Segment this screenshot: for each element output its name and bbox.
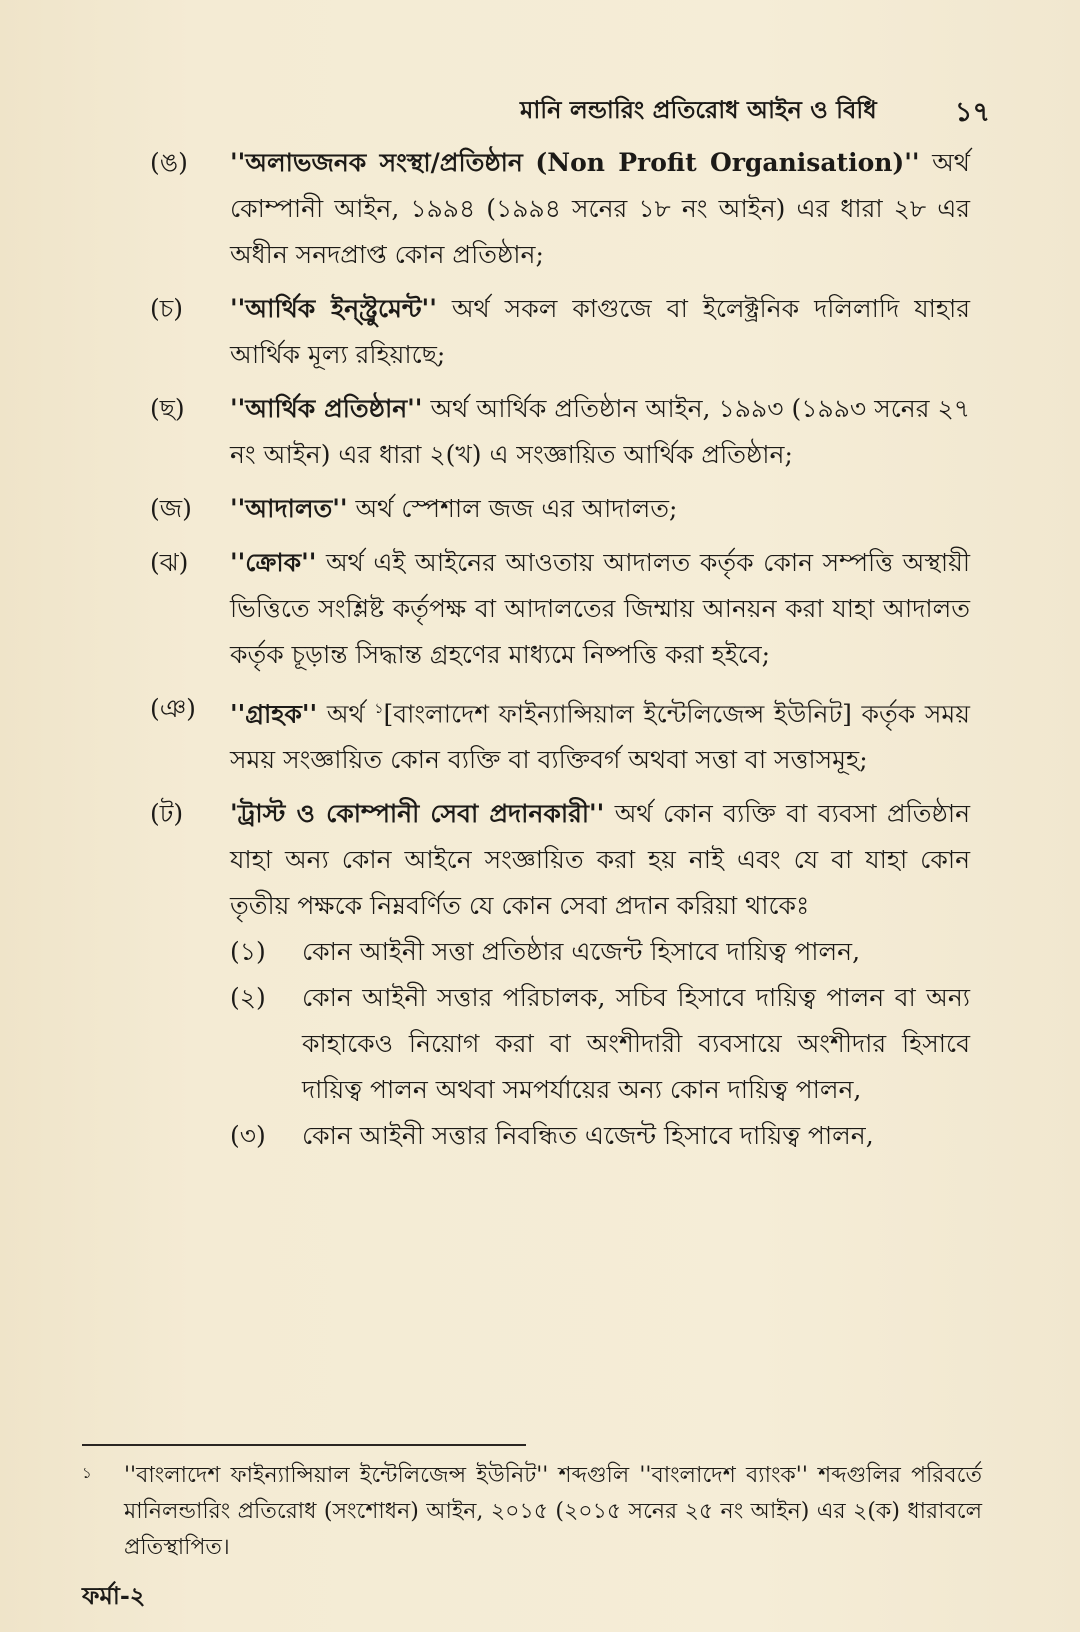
definition-body: অর্থ কোন ব্যক্তি বা ব্যবসা প্রতিষ্ঠান যাহা অন্য কোন আইনে সংজ্ঞায়িত করা হয় নাই এবং যে বা যাহা কোন তৃতীয় পক্ষকে নিম্নবর্ণিত যে কোন সেবা প্রদান করিয়া থাকেঃ [230, 799, 970, 921]
defined-term: ''আর্থিক ইন্স্ট্রুমেন্ট'' [230, 294, 437, 323]
definition-text [230, 140, 970, 278]
item-marker: (ঙ) [150, 148, 188, 177]
definition-body: [বাংলাদেশ ফাইন্যান্সিয়াল ইন্টেলিজেন্স ইউনিট] কর্তৃক সময় সময় সংজ্ঞায়িত কোন ব্যক্তি বা ব্যক্তিবর্গ অথবা সত্তা বা সত্তাসমূহ; [230, 699, 970, 775]
sub-item [230, 975, 970, 1113]
footnote-ref: ১ [374, 701, 384, 717]
definition-pre: অর্থ [317, 699, 375, 729]
definition-body: অর্থ এই আইনের আওতায় আদালত কর্তৃক কোন সম্পত্তি অস্থায়ী ভিত্তিতে সংশ্লিষ্ট কর্তৃপক্ষ বা আদালতের জিম্মায় আনয়ন করা যাহা আদালত কর্তৃক চূড়ান্ত সিদ্ধান্ত গ্রহণের মাধ্যমে নিষ্পত্তি করা হইবে; [230, 548, 970, 669]
defined-term-latin: (Non Profit Organisation)'' [535, 148, 920, 177]
defined-term: ''ক্রোক'' [230, 548, 317, 577]
sub-item-marker: (১) [230, 937, 266, 967]
footnote [82, 1458, 982, 1566]
item-marker: (ঝ) [150, 548, 189, 577]
item-marker: (জ) [150, 494, 192, 523]
definition-body: অর্থ সকল কাগুজে বা ইলেক্ট্রনিক দলিলাদি যাহার আর্থিক মূল্য রহিয়াছে; [230, 294, 970, 369]
running-title: মানি লন্ডারিং প্রতিরোধ আইন ও বিধি [520, 95, 877, 124]
sub-item-marker: (২) [230, 983, 266, 1013]
definition-item [150, 286, 970, 378]
definition-body: অর্থ কোম্পানী আইন, ১৯৯৪ (১৯৯৪ সনের ১৮ নং আইন) এর ধারা ২৮ এর অধীন সনদপ্রাপ্ত কোন প্রতিষ্ঠান; [230, 148, 970, 269]
definition-item [150, 386, 970, 478]
definition-text [230, 286, 970, 378]
item-marker: (চ) [150, 294, 183, 323]
definition-text [230, 386, 970, 478]
definition-item [150, 791, 970, 1159]
definition-text [230, 486, 970, 532]
footnote-marker: ১ [82, 1464, 92, 1482]
definition-text [230, 540, 970, 678]
definitions-list [150, 140, 970, 1167]
item-marker: (ট) [150, 799, 184, 829]
sub-items [230, 929, 970, 1159]
sub-item-text: কোন আইনী সত্তার নিবন্ধিত এজেন্ট হিসাবে দায়িত্ব পালন, [302, 1121, 874, 1151]
definition-item [150, 540, 970, 678]
defined-term: 'ট্রাস্ট ও কোম্পানী সেবা প্রদানকারী'' [230, 799, 605, 829]
definition-body: অর্থ আর্থিক প্রতিষ্ঠান আইন, ১৯৯৩ (১৯৯৩ সনের ২৭ নং আইন) এর ধারা ২(খ) এ সংজ্ঞায়িত আর্থিক প্রতিষ্ঠান; [230, 394, 970, 469]
defined-term: ''গ্রাহক'' [230, 699, 318, 729]
definition-text [230, 791, 970, 929]
sub-item [230, 1113, 970, 1159]
definition-item [150, 686, 970, 783]
forma-label: ফর্মা-২ [82, 1581, 146, 1610]
item-marker: (ছ) [150, 394, 185, 423]
defined-term: ''অলাভজনক সংস্থা/প্রতিষ্ঠান [230, 148, 523, 177]
sub-item-text: কোন আইনী সত্তার পরিচালক, সচিব হিসাবে দায়িত্ব পালন বা অন্য কাহাকেও নিয়োগ করা বা অংশীদারী ব্যবসায়ে অংশীদার হিসাবে দায়িত্ব পালন অথবা সমপর্যায়ের অন্য কোন দায়িত্ব পালন, [302, 983, 970, 1105]
sub-item-marker: (৩) [230, 1121, 266, 1151]
sub-item-text: কোন আইনী সত্তা প্রতিষ্ঠার এজেন্ট হিসাবে দায়িত্ব পালন, [302, 937, 861, 967]
sub-item [230, 929, 970, 975]
defined-term: ''আর্থিক প্রতিষ্ঠান'' [230, 394, 423, 423]
defined-term: ''আদালত'' [230, 494, 348, 523]
item-marker: (ঞ) [150, 694, 196, 723]
page-number: ১৭ [954, 97, 990, 128]
definition-text [230, 686, 970, 783]
definition-body: অর্থ স্পেশাল জজ এর আদালত; [347, 494, 678, 523]
definition-item [150, 140, 970, 278]
footnote-text: ''বাংলাদেশ ফাইন্যান্সিয়াল ইন্টেলিজেন্স ইউনিট'' শব্দগুলি ''বাংলাদেশ ব্যাংক'' শব্দগুলির পরিবর্তে মানিলন্ডারিং প্রতিরোধ (সংশোধন) আইন, ২০১৫ (২০১৫ সনের ২৫ নং আইন) এর ২(ক) ধারাবলে প্রতিস্থাপিত। [124, 1463, 982, 1560]
definition-item [150, 486, 970, 532]
footnote-divider [82, 1444, 526, 1446]
